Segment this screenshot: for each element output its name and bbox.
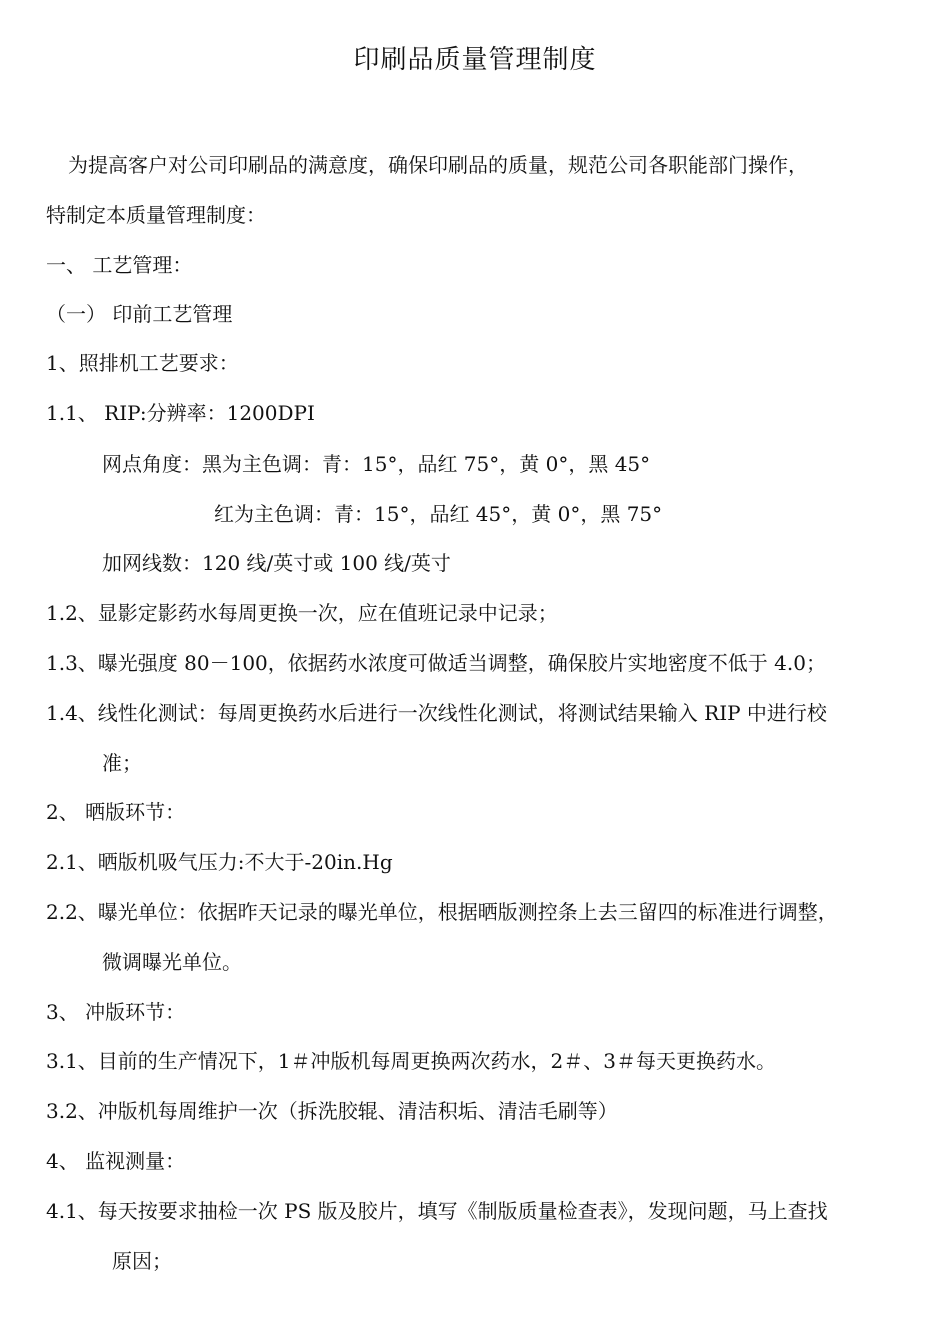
section-heading-1: 一、 工艺管理： [46,253,193,277]
item-3-2: 3.2、冲版机每周维护一次（拆洗胶辊、清洁积垢、清洁毛刷等） [46,1099,618,1123]
item-heading-1: 1、照排机工艺要求： [46,351,239,375]
item-1-4-line-2: 准； [102,751,142,775]
item-1-3: 1.3、曝光强度 80－100，依据药水浓度可做适当调整，确保胶片实地密度不低于 4.0； [46,651,826,675]
item-2-1: 2.1、晒版机吸气压力:不大于-20in.Hg [46,850,393,874]
document-title: 印刷品质量管理制度 [353,45,597,75]
item-heading-4: 4、 监视测量： [46,1149,186,1173]
item-4-1-line-2: 原因； [112,1249,172,1273]
subsection-heading-1: （一） 印前工艺管理 [46,302,233,326]
item-1-2: 1.2、显影定影药水每周更换一次，应在值班记录中记录； [46,601,558,625]
paragraph-intro-line-2: 特制定本质量管理制度： [46,203,266,227]
item-1-1: 1.1、 RIP:分辨率：1200DPI [46,401,315,425]
item-1-4-line-1: 1.4、线性化测试：每周更换药水后进行一次线性化测试，将测试结果输入 RIP 中进行校 [46,701,827,725]
item-1-1-angle-black: 网点角度：黑为主色调：青：15°，品红 75°，黄 0°，黑 45° [102,452,651,476]
item-2-2-line-1: 2.2、曝光单位：依据昨天记录的曝光单位，根据晒版测控条上去三留四的标准进行调整， [46,900,838,924]
item-4-1-line-1: 4.1、每天按要求抽检一次 PS 版及胶片，填写《制版质量检查表》，发现问题，马上查找 [46,1199,828,1223]
paragraph-intro-line-1: 为提高客户对公司印刷品的满意度，确保印刷品的质量，规范公司各职能部门操作， [68,153,808,177]
item-3-1: 3.1、目前的生产情况下，1＃冲版机每周更换两次药水，2＃、3＃每天更换药水。 [46,1049,776,1073]
item-1-1-screen-lines: 加网线数：120 线/英寸或 100 线/英寸 [102,551,451,575]
item-heading-2: 2、 晒版环节： [46,800,186,824]
item-1-1-angle-red: 红为主色调：青：15°，品红 45°，黄 0°，黑 75° [214,502,663,526]
item-2-2-line-2: 微调曝光单位。 [102,950,242,974]
item-heading-3: 3、 冲版环节： [46,1000,186,1024]
